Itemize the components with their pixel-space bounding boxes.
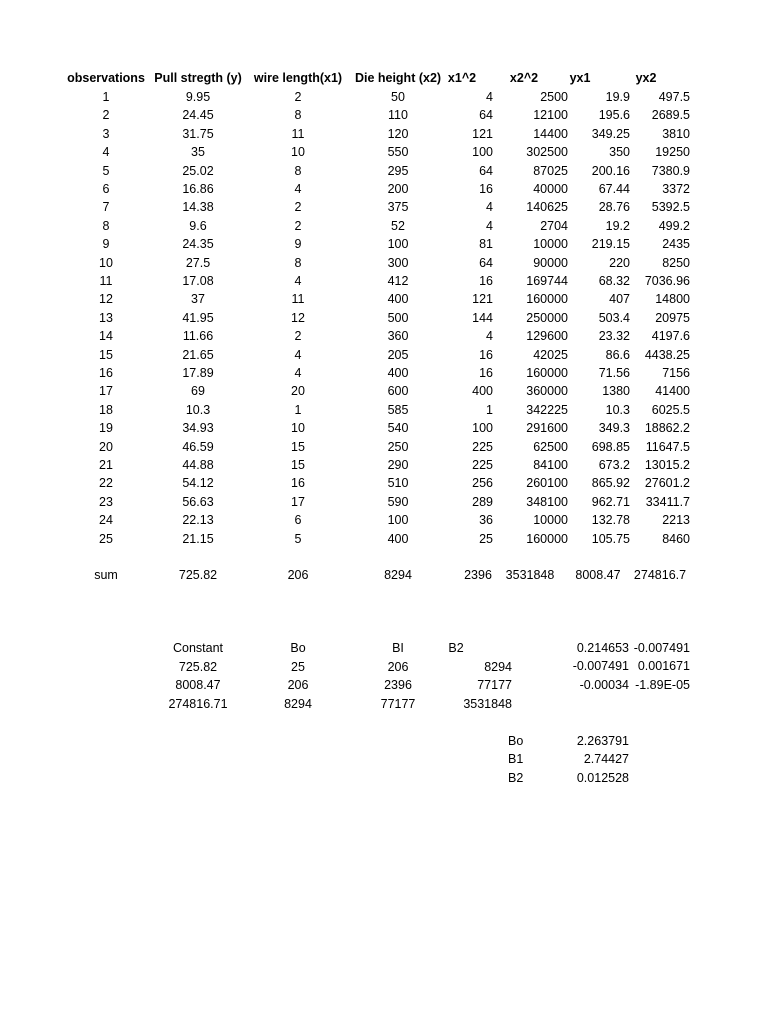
matrix-header: BI — [392, 641, 404, 655]
table-cell: 412 — [387, 274, 409, 288]
sum-cell: 8008.47 — [575, 568, 621, 582]
table-cell: 9 — [294, 237, 302, 252]
table-cell: 11 — [99, 274, 113, 288]
column-header: Pull stregth (y) — [154, 71, 242, 85]
table-cell: 4438.25 — [644, 347, 690, 362]
table-cell: 12100 — [533, 108, 568, 123]
table-cell: 19 — [99, 421, 113, 436]
table-cell: 11647.5 — [645, 439, 690, 454]
table-cell: 100 — [387, 237, 409, 252]
table-cell: 13 — [99, 310, 113, 325]
table-cell: 15 — [99, 347, 113, 362]
table-cell: 10 — [99, 255, 113, 270]
sum-cell: 725.82 — [178, 568, 218, 582]
table-cell: 4 — [294, 347, 302, 362]
table-cell: 33411.7 — [645, 494, 690, 509]
table-cell: 18862.2 — [644, 421, 690, 436]
table-cell: 56.63 — [182, 494, 214, 509]
column-header: x1^2 — [447, 71, 477, 85]
table-cell: 8250 — [662, 255, 690, 270]
table-cell: 3810 — [662, 126, 690, 141]
table-cell: 2500 — [540, 90, 568, 104]
table-cell: 540 — [387, 421, 409, 436]
table-cell: 17.08 — [182, 274, 214, 288]
table-cell: 250000 — [526, 310, 568, 325]
table-cell: 290 — [387, 458, 409, 472]
table-cell: 400 — [472, 384, 493, 399]
table-cell: 16 — [479, 366, 493, 380]
matrix-cell: 2396 — [384, 678, 412, 693]
matrix-cell: 8294 — [484, 660, 512, 674]
sum-cell: 274816.7 — [633, 568, 687, 582]
table-cell: 27601.2 — [644, 476, 690, 491]
table-cell: 8 — [294, 163, 302, 178]
column-header: observations — [67, 71, 145, 85]
table-cell: 865.92 — [591, 476, 630, 491]
table-cell: 41400 — [655, 384, 690, 399]
table-cell: 400 — [387, 366, 409, 380]
table-cell: 129600 — [526, 329, 568, 344]
table-cell: 503.4 — [598, 310, 630, 325]
table-cell: 7156 — [662, 366, 690, 380]
table-cell: 2 — [294, 218, 302, 233]
table-cell: 4 — [486, 329, 493, 344]
table-cell: 62500 — [533, 439, 568, 454]
table-cell: 120 — [387, 126, 409, 141]
table-cell: 19.9 — [605, 90, 630, 104]
table-cell: 10.3 — [605, 402, 630, 417]
table-cell: 550 — [387, 145, 409, 160]
table-cell: 27.5 — [185, 255, 211, 270]
table-cell: 9.95 — [185, 90, 211, 104]
matrix-cell: 77177 — [380, 696, 416, 711]
table-cell: 68.32 — [598, 274, 630, 288]
table-cell: 2 — [102, 108, 110, 123]
inverse-cell: 0.001671 — [637, 659, 690, 674]
table-cell: 360000 — [526, 384, 568, 399]
matrix-header: Constant — [172, 641, 224, 655]
table-cell: 37 — [191, 292, 205, 307]
table-cell: 8460 — [662, 531, 690, 546]
table-cell: 169744 — [526, 274, 568, 288]
table-cell: 407 — [609, 292, 630, 307]
table-cell: 16 — [291, 476, 305, 491]
table-cell: 16 — [479, 182, 493, 196]
table-cell: 8 — [294, 108, 302, 123]
table-cell: 2704 — [540, 218, 568, 233]
table-cell: 21.15 — [182, 531, 214, 546]
table-cell: 5 — [294, 531, 302, 546]
table-cell: 291600 — [526, 421, 568, 436]
table-cell: 84100 — [533, 458, 568, 472]
table-cell: 2 — [294, 329, 302, 344]
table-cell: 10.3 — [185, 402, 211, 417]
table-cell: 349.3 — [598, 421, 630, 436]
table-cell: 16.86 — [182, 182, 214, 196]
table-cell: 2435 — [662, 237, 690, 252]
table-cell: 100 — [472, 421, 493, 436]
matrix-cell: 77177 — [477, 678, 512, 693]
table-cell: 10 — [291, 145, 305, 160]
table-cell: 12 — [291, 310, 305, 325]
table-cell: 500 — [387, 310, 409, 325]
table-cell: 87025 — [533, 163, 568, 178]
table-cell: 1 — [102, 90, 110, 104]
table-cell: 4 — [486, 90, 493, 104]
table-cell: 8 — [294, 255, 302, 270]
coefficient-value: 2.263791 — [576, 734, 629, 748]
table-cell: 18 — [99, 402, 113, 417]
table-cell: 10 — [291, 421, 305, 436]
table-cell: 4 — [486, 200, 493, 215]
table-cell: 22.13 — [182, 513, 214, 528]
sum-cell: 2396 — [464, 568, 492, 582]
table-cell: 14 — [99, 329, 113, 344]
table-cell: 160000 — [526, 531, 568, 546]
table-cell: 962.71 — [591, 494, 630, 509]
matrix-cell: 8294 — [284, 696, 312, 711]
table-cell: 42025 — [533, 347, 568, 362]
table-cell: 3372 — [662, 182, 690, 196]
table-cell: 673.2 — [598, 458, 630, 472]
table-cell: 15 — [291, 439, 305, 454]
table-cell: 110 — [388, 108, 408, 123]
table-cell: 348100 — [526, 494, 568, 509]
table-cell: 50 — [391, 90, 405, 104]
table-cell: 349.25 — [591, 126, 630, 141]
table-cell: 11 — [291, 126, 305, 141]
table-cell: 90000 — [533, 255, 568, 270]
table-cell: 132.78 — [591, 513, 630, 528]
table-cell: 220 — [609, 255, 630, 270]
table-cell: 4 — [294, 182, 302, 196]
table-cell: 17 — [99, 384, 113, 399]
table-cell: 2689.5 — [651, 108, 690, 123]
table-cell: 69 — [191, 384, 205, 399]
table-cell: 19250 — [655, 145, 690, 160]
table-cell: 36 — [479, 513, 493, 528]
table-cell: 81 — [479, 237, 493, 252]
table-cell: 100 — [387, 513, 409, 528]
table-cell: 200.16 — [591, 163, 630, 178]
coefficient-label: B1 — [508, 752, 524, 767]
table-cell: 160000 — [526, 292, 568, 307]
table-cell: 24.45 — [182, 108, 214, 123]
inverse-cell: -0.00034 — [579, 677, 629, 692]
sum-cell: 8294 — [384, 568, 412, 582]
table-cell: 22 — [99, 476, 113, 491]
table-cell: 24.35 — [182, 237, 214, 252]
table-cell: 23.32 — [598, 329, 630, 344]
table-cell: 219.15 — [591, 237, 630, 252]
table-cell: 71.56 — [598, 366, 630, 380]
table-cell: 16 — [479, 274, 493, 288]
table-cell: 400 — [387, 292, 409, 307]
table-cell: 121 — [472, 292, 493, 307]
table-cell: 25 — [479, 531, 493, 546]
matrix-cell: 25 — [291, 660, 305, 674]
sum-cell: 3531848 — [505, 568, 555, 582]
table-cell: 698.85 — [591, 439, 630, 454]
coefficient-label: B2 — [508, 770, 524, 785]
table-cell: 54.12 — [182, 476, 214, 491]
coefficient-value: 2.74427 — [583, 752, 629, 767]
table-cell: 4 — [486, 218, 493, 233]
table-cell: 225 — [472, 458, 493, 472]
table-cell: 8 — [102, 218, 110, 233]
table-cell: 64 — [479, 108, 493, 123]
table-cell: 20 — [99, 439, 113, 454]
sum-label: sum — [94, 568, 118, 582]
table-cell: 13015.2 — [644, 458, 690, 472]
table-cell: 350 — [609, 145, 630, 160]
table-cell: 400 — [387, 531, 409, 546]
table-cell: 11 — [291, 292, 305, 307]
inverse-cell: -0.007491 — [572, 659, 629, 674]
column-header: Die height (x2) — [354, 71, 442, 85]
table-cell: 499.2 — [658, 218, 690, 233]
coefficient-value: 0.012528 — [576, 770, 629, 785]
matrix-cell: 206 — [287, 678, 309, 693]
table-cell: 6025.5 — [651, 402, 690, 417]
matrix-cell: 206 — [387, 660, 409, 674]
table-cell: 1 — [294, 402, 302, 417]
table-cell: 14.38 — [182, 200, 214, 215]
table-cell: 6 — [294, 513, 302, 528]
table-cell: 225 — [472, 439, 493, 454]
table-cell: 28.76 — [598, 200, 630, 215]
table-cell: 10000 — [533, 237, 568, 252]
table-cell: 2 — [294, 200, 302, 215]
table-cell: 35 — [191, 145, 205, 160]
inverse-cell: 0.214653 — [576, 641, 629, 655]
table-cell: 195.6 — [598, 108, 630, 123]
table-cell: 6 — [102, 182, 110, 196]
table-cell: 9 — [102, 237, 110, 252]
table-cell: 31.75 — [182, 126, 214, 141]
table-cell: 4 — [102, 145, 110, 160]
table-cell: 16 — [99, 366, 113, 380]
table-cell: 64 — [479, 163, 493, 178]
table-cell: 200 — [387, 182, 409, 196]
table-cell: 2 — [294, 90, 302, 104]
table-cell: 40000 — [533, 182, 568, 196]
table-cell: 2213 — [662, 513, 690, 528]
column-header: x2^2 — [509, 71, 539, 85]
coefficient-label: Bo — [508, 734, 524, 748]
table-cell: 12 — [99, 292, 113, 307]
table-cell: 20975 — [655, 310, 690, 325]
table-cell: 19.2 — [605, 218, 630, 233]
table-cell: 46.59 — [182, 439, 214, 454]
table-cell: 1380 — [602, 384, 630, 399]
table-cell: 17 — [291, 494, 305, 509]
table-cell: 9.6 — [189, 218, 207, 233]
inverse-cell: -1.89E-05 — [635, 677, 690, 692]
table-cell: 600 — [387, 384, 409, 399]
table-cell: 21.65 — [182, 347, 214, 362]
table-cell: 360 — [387, 329, 409, 344]
table-cell: 7036.96 — [644, 274, 690, 288]
table-cell: 64 — [479, 255, 493, 270]
table-cell: 7 — [102, 200, 110, 215]
table-cell: 375 — [387, 200, 409, 215]
table-cell: 160000 — [526, 366, 568, 380]
table-cell: 25 — [99, 531, 113, 546]
table-cell: 14400 — [533, 126, 568, 141]
column-header: yx1 — [569, 71, 591, 85]
table-cell: 302500 — [526, 145, 568, 160]
table-cell: 86.6 — [605, 347, 630, 362]
table-cell: 289 — [472, 494, 493, 509]
table-cell: 121 — [472, 126, 493, 141]
matrix-cell: 725.82 — [178, 660, 218, 674]
table-cell: 250 — [387, 439, 409, 454]
sum-cell: 206 — [287, 568, 309, 582]
table-cell: 7380.9 — [651, 163, 690, 178]
table-cell: 585 — [387, 402, 409, 417]
table-cell: 10000 — [533, 513, 568, 528]
table-cell: 17.89 — [182, 366, 214, 380]
matrix-cell: 3531848 — [463, 696, 512, 711]
table-cell: 5392.5 — [651, 200, 690, 215]
table-cell: 3 — [102, 126, 110, 141]
table-cell: 205 — [387, 347, 409, 362]
table-cell: 100 — [472, 145, 493, 160]
table-cell: 15 — [291, 458, 305, 472]
table-cell: 300 — [387, 255, 409, 270]
inverse-cell: -0.007491 — [633, 641, 690, 655]
matrix-cell: 274816.71 — [168, 696, 228, 711]
column-header: yx2 — [635, 71, 657, 85]
column-header: wire length(x1) — [253, 71, 343, 85]
table-cell: 41.95 — [182, 310, 214, 325]
table-cell: 105.75 — [591, 531, 630, 546]
table-cell: 510 — [387, 476, 409, 491]
table-cell: 342225 — [526, 402, 568, 417]
table-cell: 295 — [387, 163, 409, 178]
table-cell: 590 — [387, 494, 409, 509]
table-cell: 44.88 — [182, 458, 214, 472]
table-cell: 52 — [391, 218, 405, 233]
table-cell: 4197.6 — [651, 329, 690, 344]
table-cell: 14800 — [655, 292, 690, 307]
table-cell: 260100 — [526, 476, 568, 491]
table-cell: 34.93 — [182, 421, 214, 436]
table-cell: 256 — [472, 476, 493, 491]
table-cell: 11.66 — [182, 329, 214, 344]
table-cell: 23 — [99, 494, 113, 509]
table-cell: 67.44 — [598, 182, 630, 196]
table-cell: 5 — [102, 163, 110, 178]
table-cell: 4 — [294, 274, 302, 288]
table-cell: 144 — [472, 310, 493, 325]
table-cell: 1 — [486, 402, 493, 417]
table-cell: 16 — [479, 347, 493, 362]
table-cell: 140625 — [526, 200, 568, 215]
table-cell: 21 — [99, 458, 113, 472]
matrix-header: Bo — [290, 641, 306, 655]
table-cell: 4 — [294, 366, 302, 380]
matrix-cell: 8008.47 — [175, 678, 221, 693]
table-cell: 497.5 — [658, 90, 690, 104]
table-cell: 25.02 — [182, 163, 214, 178]
table-cell: 20 — [291, 384, 305, 399]
matrix-header: B2 — [448, 641, 464, 655]
table-cell: 24 — [99, 513, 113, 528]
